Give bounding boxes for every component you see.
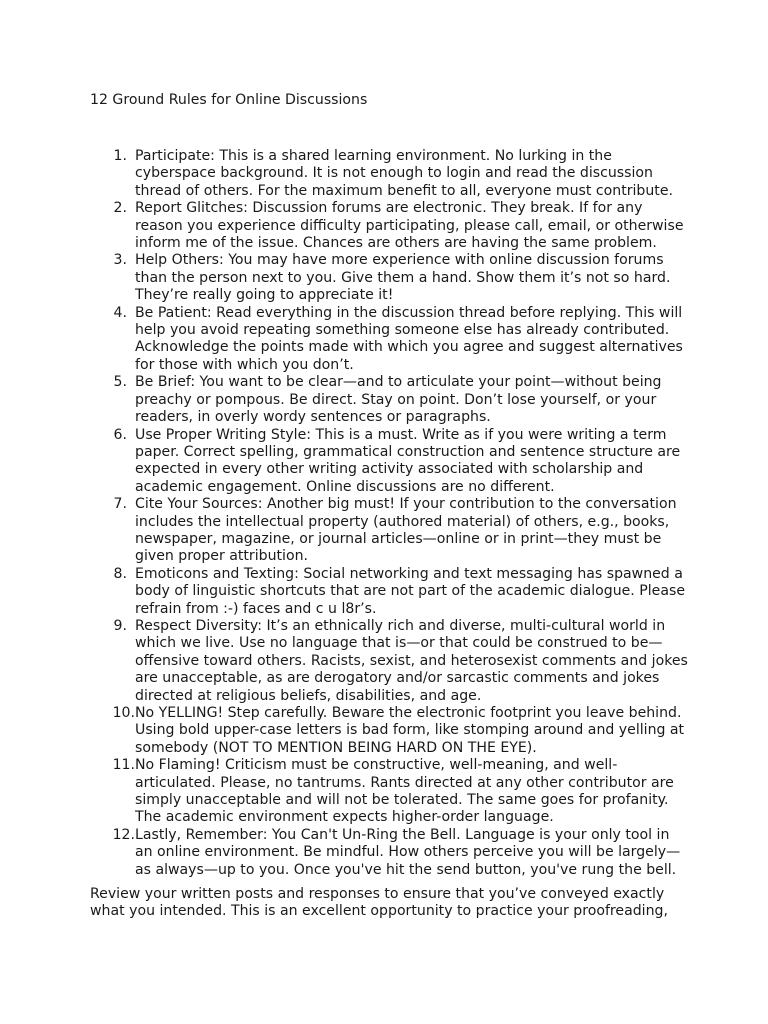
list-item-number <box>90 496 135 566</box>
list-item-number <box>90 705 135 757</box>
list-item-line: directed at religious beliefs, disabilities, and age. <box>135 687 482 704</box>
list-item-line: are unacceptable, as are derogatory and/or sarcastic comments and jokes <box>135 670 660 687</box>
list-item <box>90 827 680 879</box>
list-item <box>90 705 685 757</box>
list-item-number-text: 3. <box>113 252 127 269</box>
list-item-line: No Flaming! Criticism must be constructive, well-meaning, and well- <box>135 757 618 774</box>
list-item-number <box>90 305 135 375</box>
list-item-text <box>135 826 681 879</box>
list-item-line: paper. Correct spelling, grammatical construction and sentence structure are <box>135 443 681 460</box>
list-item-text <box>135 757 674 827</box>
list-item-text <box>135 252 671 304</box>
list-item-line: for those with which you don’t. <box>135 356 354 373</box>
list-item-text <box>135 496 677 566</box>
document-title: 12 Ground Rules for Online Discussions <box>90 92 368 108</box>
list-item-line: readers, in overly wordy sentences or paragraphs. <box>135 409 491 426</box>
list-item <box>90 617 688 705</box>
list-item-number <box>90 427 135 497</box>
list-item-line: help you avoid repeating something someone else has already contributed. <box>135 322 670 339</box>
list-item-line: given proper attribution. <box>135 548 308 565</box>
list-item-number-text: 2. <box>113 200 127 217</box>
list-item-line: an online environment. Be mindful. How others perceive you will be largely— <box>135 844 681 861</box>
list-item-line: newspaper, magazine, or journal articles—online or in print—they must be <box>135 530 662 547</box>
list-item-number <box>90 148 135 200</box>
list-item <box>90 252 680 304</box>
list-item-line: Be Brief: You want to be clear—and to articulate your point—without being <box>135 374 662 391</box>
list-item-line: They’re really going to appreciate it! <box>135 287 394 304</box>
list-item-number-text: 6. <box>113 426 127 443</box>
list-item-line: reason you experience difficulty participating, please call, email, or otherwise <box>135 217 684 234</box>
list-item-line: somebody (NOT TO MENTION BEING HARD ON THE EYE). <box>135 739 537 756</box>
list-item-number-text: 7. <box>113 496 127 513</box>
list-item-text <box>135 304 683 375</box>
list-item-number <box>90 374 135 426</box>
list-item-number-text: 10. <box>112 705 135 721</box>
list-item-line: Emoticons and Texting: Social networking and text messaging has spawned a <box>135 565 683 582</box>
list-item-number <box>90 618 135 705</box>
list-item-line: which we live. Use no language that is—or that could be construed to be— <box>135 635 663 652</box>
list-item-line: inform me of the issue. Chances are others are having the same problem. <box>135 235 657 252</box>
list-item-number <box>90 252 135 304</box>
list-item-line: preachy or pompous. Be direct. Stay on point. Don’t lose yourself, or your <box>135 391 657 408</box>
list-item-line: Lastly, Remember: You Can't Un-Ring the Bell. Language is your only tool in <box>135 826 670 843</box>
list-item-line: cyberspace background. It is not enough to login and read the discussion <box>135 165 653 182</box>
closing-line: Review your written posts and responses to ensure that you’ve conveyed exactly <box>90 886 665 902</box>
list-item-text <box>135 617 688 705</box>
list-item-line: Use Proper Writing Style: This is a must. Write as if you were writing a term <box>135 426 667 443</box>
list-item-number-text: 5. <box>113 374 127 391</box>
list-item-line: offensive toward others. Racists, sexist, and heterosexist comments and jokes <box>135 652 688 669</box>
list-item-line: Using bold upper-case letters is bad form, like stomping around and yelling at <box>135 722 685 739</box>
list-item-line: Acknowledge the points made with which you agree and suggest alternatives <box>135 339 683 356</box>
list-item-number <box>90 566 135 618</box>
list-item-line: refrain from :-) faces and c u l8r’s. <box>135 600 377 617</box>
list-item-number <box>90 200 135 252</box>
list-item-line: body of linguistic shortcuts that are not part of the academic dialogue. Please <box>135 583 686 600</box>
list-item <box>90 374 680 426</box>
list-item-line: Be Patient: Read everything in the discussion thread before replying. This will <box>135 304 683 321</box>
list-item-line: articulated. Please, no tantrums. Rants directed at any other contributor are <box>135 774 674 791</box>
list-item-line: academic engagement. Online discussions are no different. <box>135 478 555 495</box>
list-item-line: Report Glitches: Discussion forums are electronic. They break. If for any <box>135 200 643 217</box>
list-item-line: includes the intellectual property (authored material) of others, e.g., books, <box>135 513 670 530</box>
list-item-number <box>90 827 135 879</box>
list-item <box>90 304 683 375</box>
list-item <box>90 200 684 252</box>
list-item-text <box>135 374 665 426</box>
list-item <box>90 427 680 497</box>
list-item <box>90 757 680 827</box>
list-item-number-text: 12. <box>112 826 135 843</box>
rules-list <box>90 148 688 879</box>
list-item-line: expected in every other writing activity associated with scholarship and <box>135 461 644 478</box>
list-item-line: simply unacceptable and will not be tolerated. The same goes for profanity. <box>135 792 669 809</box>
list-item-line: No YELLING! Step carefully. Beware the electronic footprint you leave behind. <box>135 705 682 721</box>
closing-paragraph <box>90 886 690 921</box>
list-item-number-text: 1. <box>113 148 127 164</box>
list-item-number-text: 8. <box>113 565 127 582</box>
list-item-line: Respect Diversity: It’s an ethnically rich and diverse, multi-cultural world in <box>135 617 666 634</box>
list-item-line: Cite Your Sources: Another big must! If your contribution to the conversation <box>135 496 677 513</box>
list-item-text <box>135 705 685 757</box>
list-item-text <box>135 148 673 200</box>
list-item-line: thread of others. For the maximum benefit to all, everyone must contribute. <box>135 182 673 199</box>
list-item-text <box>135 426 681 497</box>
list-item-line: Participate: This is a shared learning environment. No lurking in the <box>135 148 612 164</box>
list-item-number-text: 11. <box>112 757 135 774</box>
list-item-line: than the person next to you. Give them a hand. Show them it’s not so hard. <box>135 269 671 286</box>
list-item-line: as always—up to you. Once you've hit the send button, you've rung the bell. <box>135 861 677 878</box>
list-item-number <box>90 757 135 827</box>
closing-line: what you intended. This is an excellent opportunity to practice your proofreading, <box>90 903 668 920</box>
list-item-text <box>135 565 686 618</box>
list-item-number-text: 9. <box>113 617 127 634</box>
list-item <box>90 496 680 566</box>
list-item <box>90 148 680 200</box>
list-item <box>90 565 686 618</box>
list-item-text <box>135 200 684 252</box>
list-item-line: The academic environment expects higher-order language. <box>135 809 554 826</box>
list-item-number-text: 4. <box>113 304 127 321</box>
list-item-line: Help Others: You may have more experience with online discussion forums <box>135 252 664 269</box>
